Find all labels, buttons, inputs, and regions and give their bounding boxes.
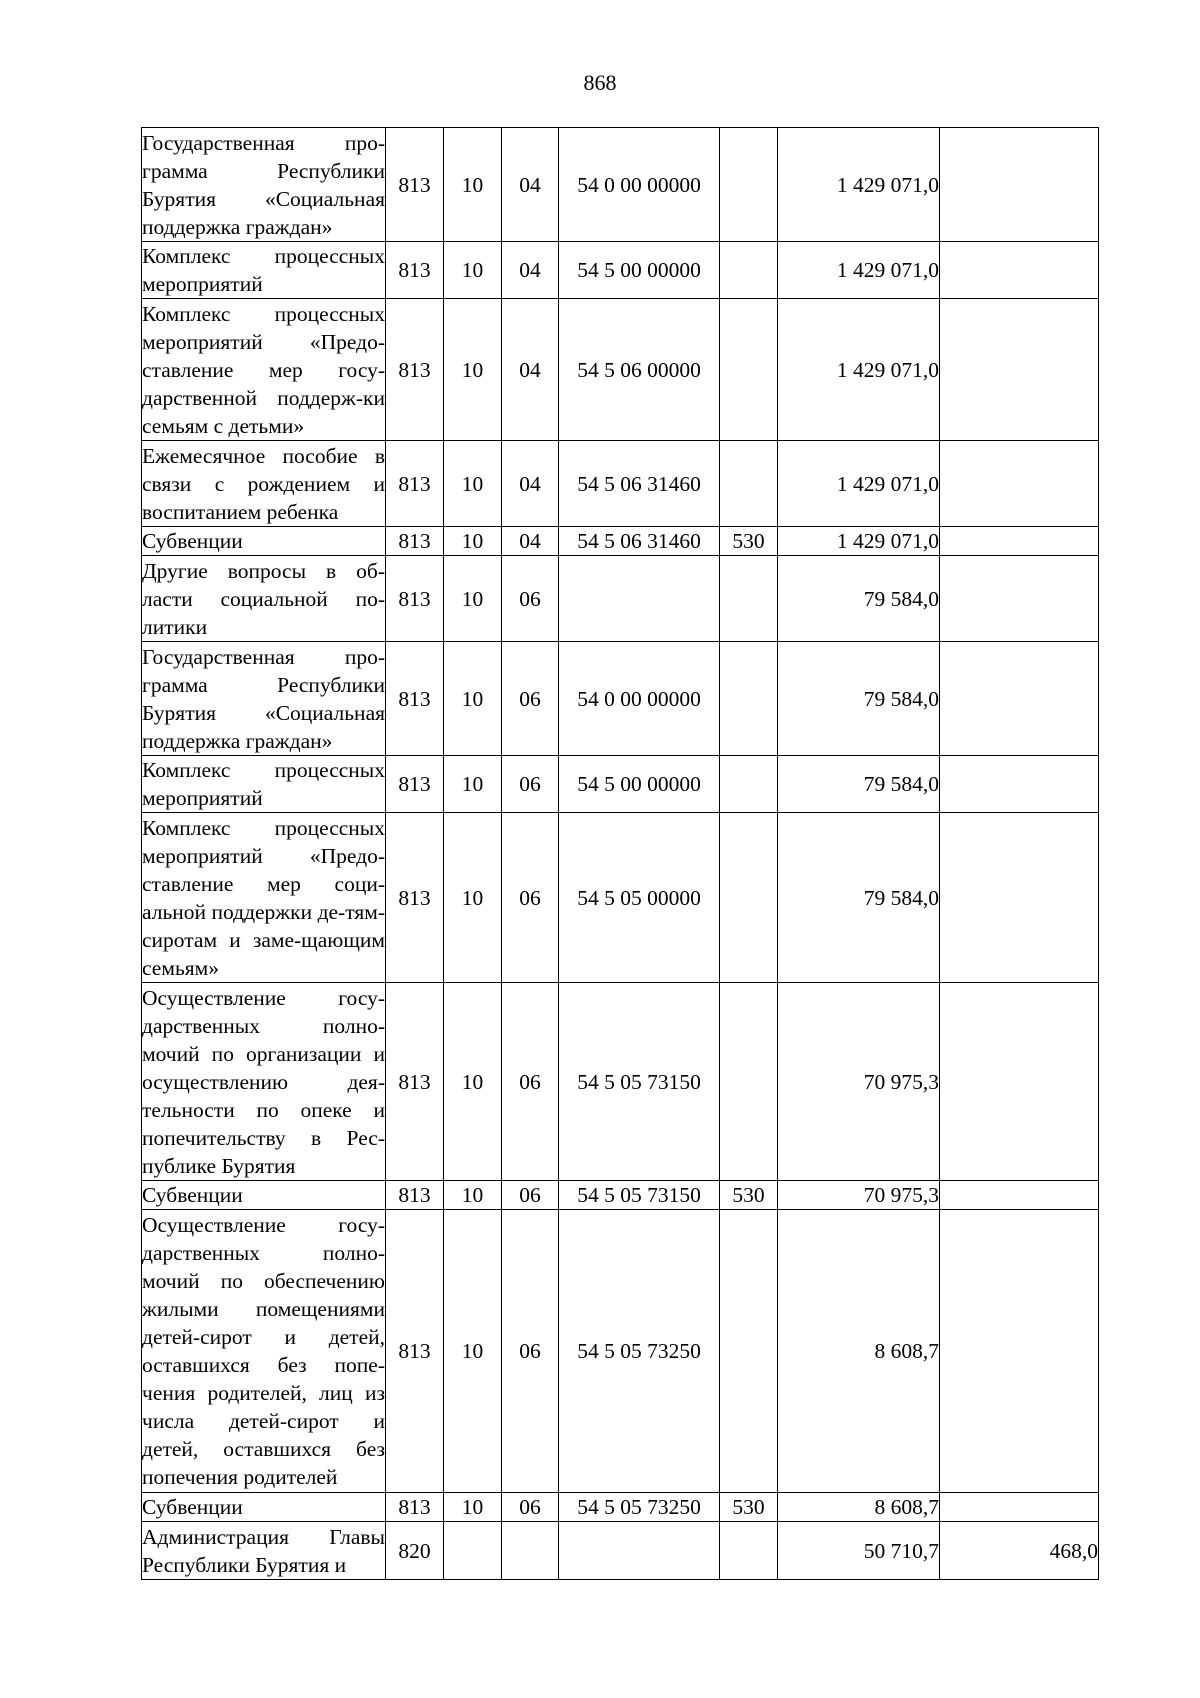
table-row (142, 1522, 1099, 1580)
row-name: Государственная про-грамма Республики Бурятия «Социальная поддержка граждан» (142, 642, 386, 756)
row-name: Комплекс процессных мероприятий (142, 242, 386, 299)
subsection-code: 06 (502, 1493, 559, 1522)
section-code: 10 (444, 527, 502, 556)
table-row (142, 813, 1099, 983)
row-name: Субвенции (142, 1181, 386, 1210)
admin-code: 813 (386, 556, 444, 642)
row-name: Комплекс процессных мероприятий «Предо-ставление мер госу-дарственной поддерж-ки семьям с детьми» (142, 299, 386, 441)
row-name: Осуществление госу-дарственных полно-мочий по организации и осуществлению дея-тельности по опеке и попечительству в Рес-публике Бурятия (142, 983, 386, 1181)
admin-code: 813 (386, 642, 444, 756)
admin-code: 813 (386, 441, 444, 527)
section-code: 10 (444, 813, 502, 983)
target-article: 54 0 00 00000 (559, 642, 720, 756)
admin-code: 813 (386, 1493, 444, 1522)
expense-type (720, 813, 778, 983)
sum-extra (940, 128, 1099, 242)
table-row (142, 556, 1099, 642)
expense-type (720, 441, 778, 527)
sum-extra (940, 556, 1099, 642)
target-article: 54 5 00 00000 (559, 242, 720, 299)
table-row (142, 1181, 1099, 1210)
admin-code: 813 (386, 242, 444, 299)
row-name: Другие вопросы в об-ласти социальной по-литики (142, 556, 386, 642)
sum-extra (940, 1210, 1099, 1493)
section-code: 10 (444, 1210, 502, 1493)
subsection-code (502, 1522, 559, 1580)
expense-type (720, 556, 778, 642)
admin-code: 813 (386, 983, 444, 1181)
sum-extra (940, 299, 1099, 441)
table-row (142, 1210, 1099, 1493)
sum-total: 79 584,0 (778, 756, 940, 813)
target-article (559, 1522, 720, 1580)
subsection-code: 04 (502, 527, 559, 556)
target-article: 54 5 06 31460 (559, 441, 720, 527)
target-article: 54 5 06 00000 (559, 299, 720, 441)
sum-total: 8 608,7 (778, 1210, 940, 1493)
sum-extra (940, 756, 1099, 813)
target-article: 54 5 05 00000 (559, 813, 720, 983)
table-row (142, 983, 1099, 1181)
sum-extra (940, 642, 1099, 756)
sum-total: 1 429 071,0 (778, 527, 940, 556)
sum-total: 79 584,0 (778, 556, 940, 642)
expense-type (720, 756, 778, 813)
expense-type: 530 (720, 1181, 778, 1210)
sum-extra (940, 983, 1099, 1181)
subsection-code: 04 (502, 299, 559, 441)
sum-total: 1 429 071,0 (778, 441, 940, 527)
sum-total: 79 584,0 (778, 813, 940, 983)
sum-total: 1 429 071,0 (778, 128, 940, 242)
expense-type (720, 1210, 778, 1493)
section-code (444, 1522, 502, 1580)
expense-type (720, 983, 778, 1181)
table-row (142, 242, 1099, 299)
expense-type (720, 242, 778, 299)
subsection-code: 06 (502, 556, 559, 642)
table-row (142, 527, 1099, 556)
section-code: 10 (444, 556, 502, 642)
expense-type (720, 642, 778, 756)
row-name: Государственная про-грамма Республики Бурятия «Социальная поддержка граждан» (142, 128, 386, 242)
admin-code: 813 (386, 813, 444, 983)
row-name: Ежемесячное пособие в связи с рождением и воспитанием ребенка (142, 441, 386, 527)
target-article (559, 556, 720, 642)
expense-type (720, 128, 778, 242)
target-article: 54 5 06 31460 (559, 527, 720, 556)
sum-extra (940, 813, 1099, 983)
sum-extra (940, 527, 1099, 556)
table-row (142, 128, 1099, 242)
subsection-code: 06 (502, 756, 559, 813)
admin-code: 813 (386, 1210, 444, 1493)
expense-type: 530 (720, 1493, 778, 1522)
section-code: 10 (444, 983, 502, 1181)
sum-extra (940, 1181, 1099, 1210)
table-row (142, 756, 1099, 813)
section-code: 10 (444, 1493, 502, 1522)
section-code: 10 (444, 242, 502, 299)
expense-type (720, 299, 778, 441)
target-article: 54 5 05 73250 (559, 1210, 720, 1493)
admin-code: 813 (386, 1181, 444, 1210)
sum-total: 79 584,0 (778, 642, 940, 756)
admin-code: 820 (386, 1522, 444, 1580)
admin-code: 813 (386, 756, 444, 813)
target-article: 54 0 00 00000 (559, 128, 720, 242)
subsection-code: 06 (502, 983, 559, 1181)
sum-total: 1 429 071,0 (778, 299, 940, 441)
admin-code: 813 (386, 299, 444, 441)
sum-total: 8 608,7 (778, 1493, 940, 1522)
expense-type: 530 (720, 527, 778, 556)
expense-type (720, 1522, 778, 1580)
sum-total: 70 975,3 (778, 983, 940, 1181)
subsection-code: 04 (502, 128, 559, 242)
row-name: Субвенции (142, 527, 386, 556)
sum-extra (940, 441, 1099, 527)
subsection-code: 04 (502, 441, 559, 527)
section-code: 10 (444, 299, 502, 441)
admin-code: 813 (386, 128, 444, 242)
row-name: Комплекс процессных мероприятий «Предо-ставление мер соци-альной поддержки де-тям-сиротам и заме-щающим семьям» (142, 813, 386, 983)
target-article: 54 5 05 73150 (559, 983, 720, 1181)
sum-extra (940, 242, 1099, 299)
section-code: 10 (444, 756, 502, 813)
row-name: Субвенции (142, 1493, 386, 1522)
sum-total: 1 429 071,0 (778, 242, 940, 299)
page-number: 868 (583, 70, 617, 95)
row-name: Администрация Главы Республики Бурятия и (142, 1522, 386, 1580)
target-article: 54 5 05 73150 (559, 1181, 720, 1210)
subsection-code: 04 (502, 242, 559, 299)
subsection-code: 06 (502, 813, 559, 983)
subsection-code: 06 (502, 642, 559, 756)
section-code: 10 (444, 1181, 502, 1210)
sum-total: 50 710,7 (778, 1522, 940, 1580)
sum-extra (940, 1493, 1099, 1522)
row-name: Комплекс процессных мероприятий (142, 756, 386, 813)
subsection-code: 06 (502, 1210, 559, 1493)
budget-table (141, 127, 1099, 1580)
table-row (142, 299, 1099, 441)
table-row (142, 642, 1099, 756)
table-row (142, 1493, 1099, 1522)
section-code: 10 (444, 128, 502, 242)
section-code: 10 (444, 441, 502, 527)
target-article: 54 5 05 73250 (559, 1493, 720, 1522)
section-code: 10 (444, 642, 502, 756)
subsection-code: 06 (502, 1181, 559, 1210)
sum-extra: 468,0 (940, 1522, 1099, 1580)
admin-code: 813 (386, 527, 444, 556)
sum-total: 70 975,3 (778, 1181, 940, 1210)
row-name: Осуществление госу-дарственных полно-мочий по обеспечению жилыми помещениями детей-сирот и детей, оставшихся без попе-чения родителей, лиц из числа детей-сирот и детей, оставшихся без попечения родителей (142, 1210, 386, 1493)
table-row (142, 441, 1099, 527)
target-article: 54 5 00 00000 (559, 756, 720, 813)
